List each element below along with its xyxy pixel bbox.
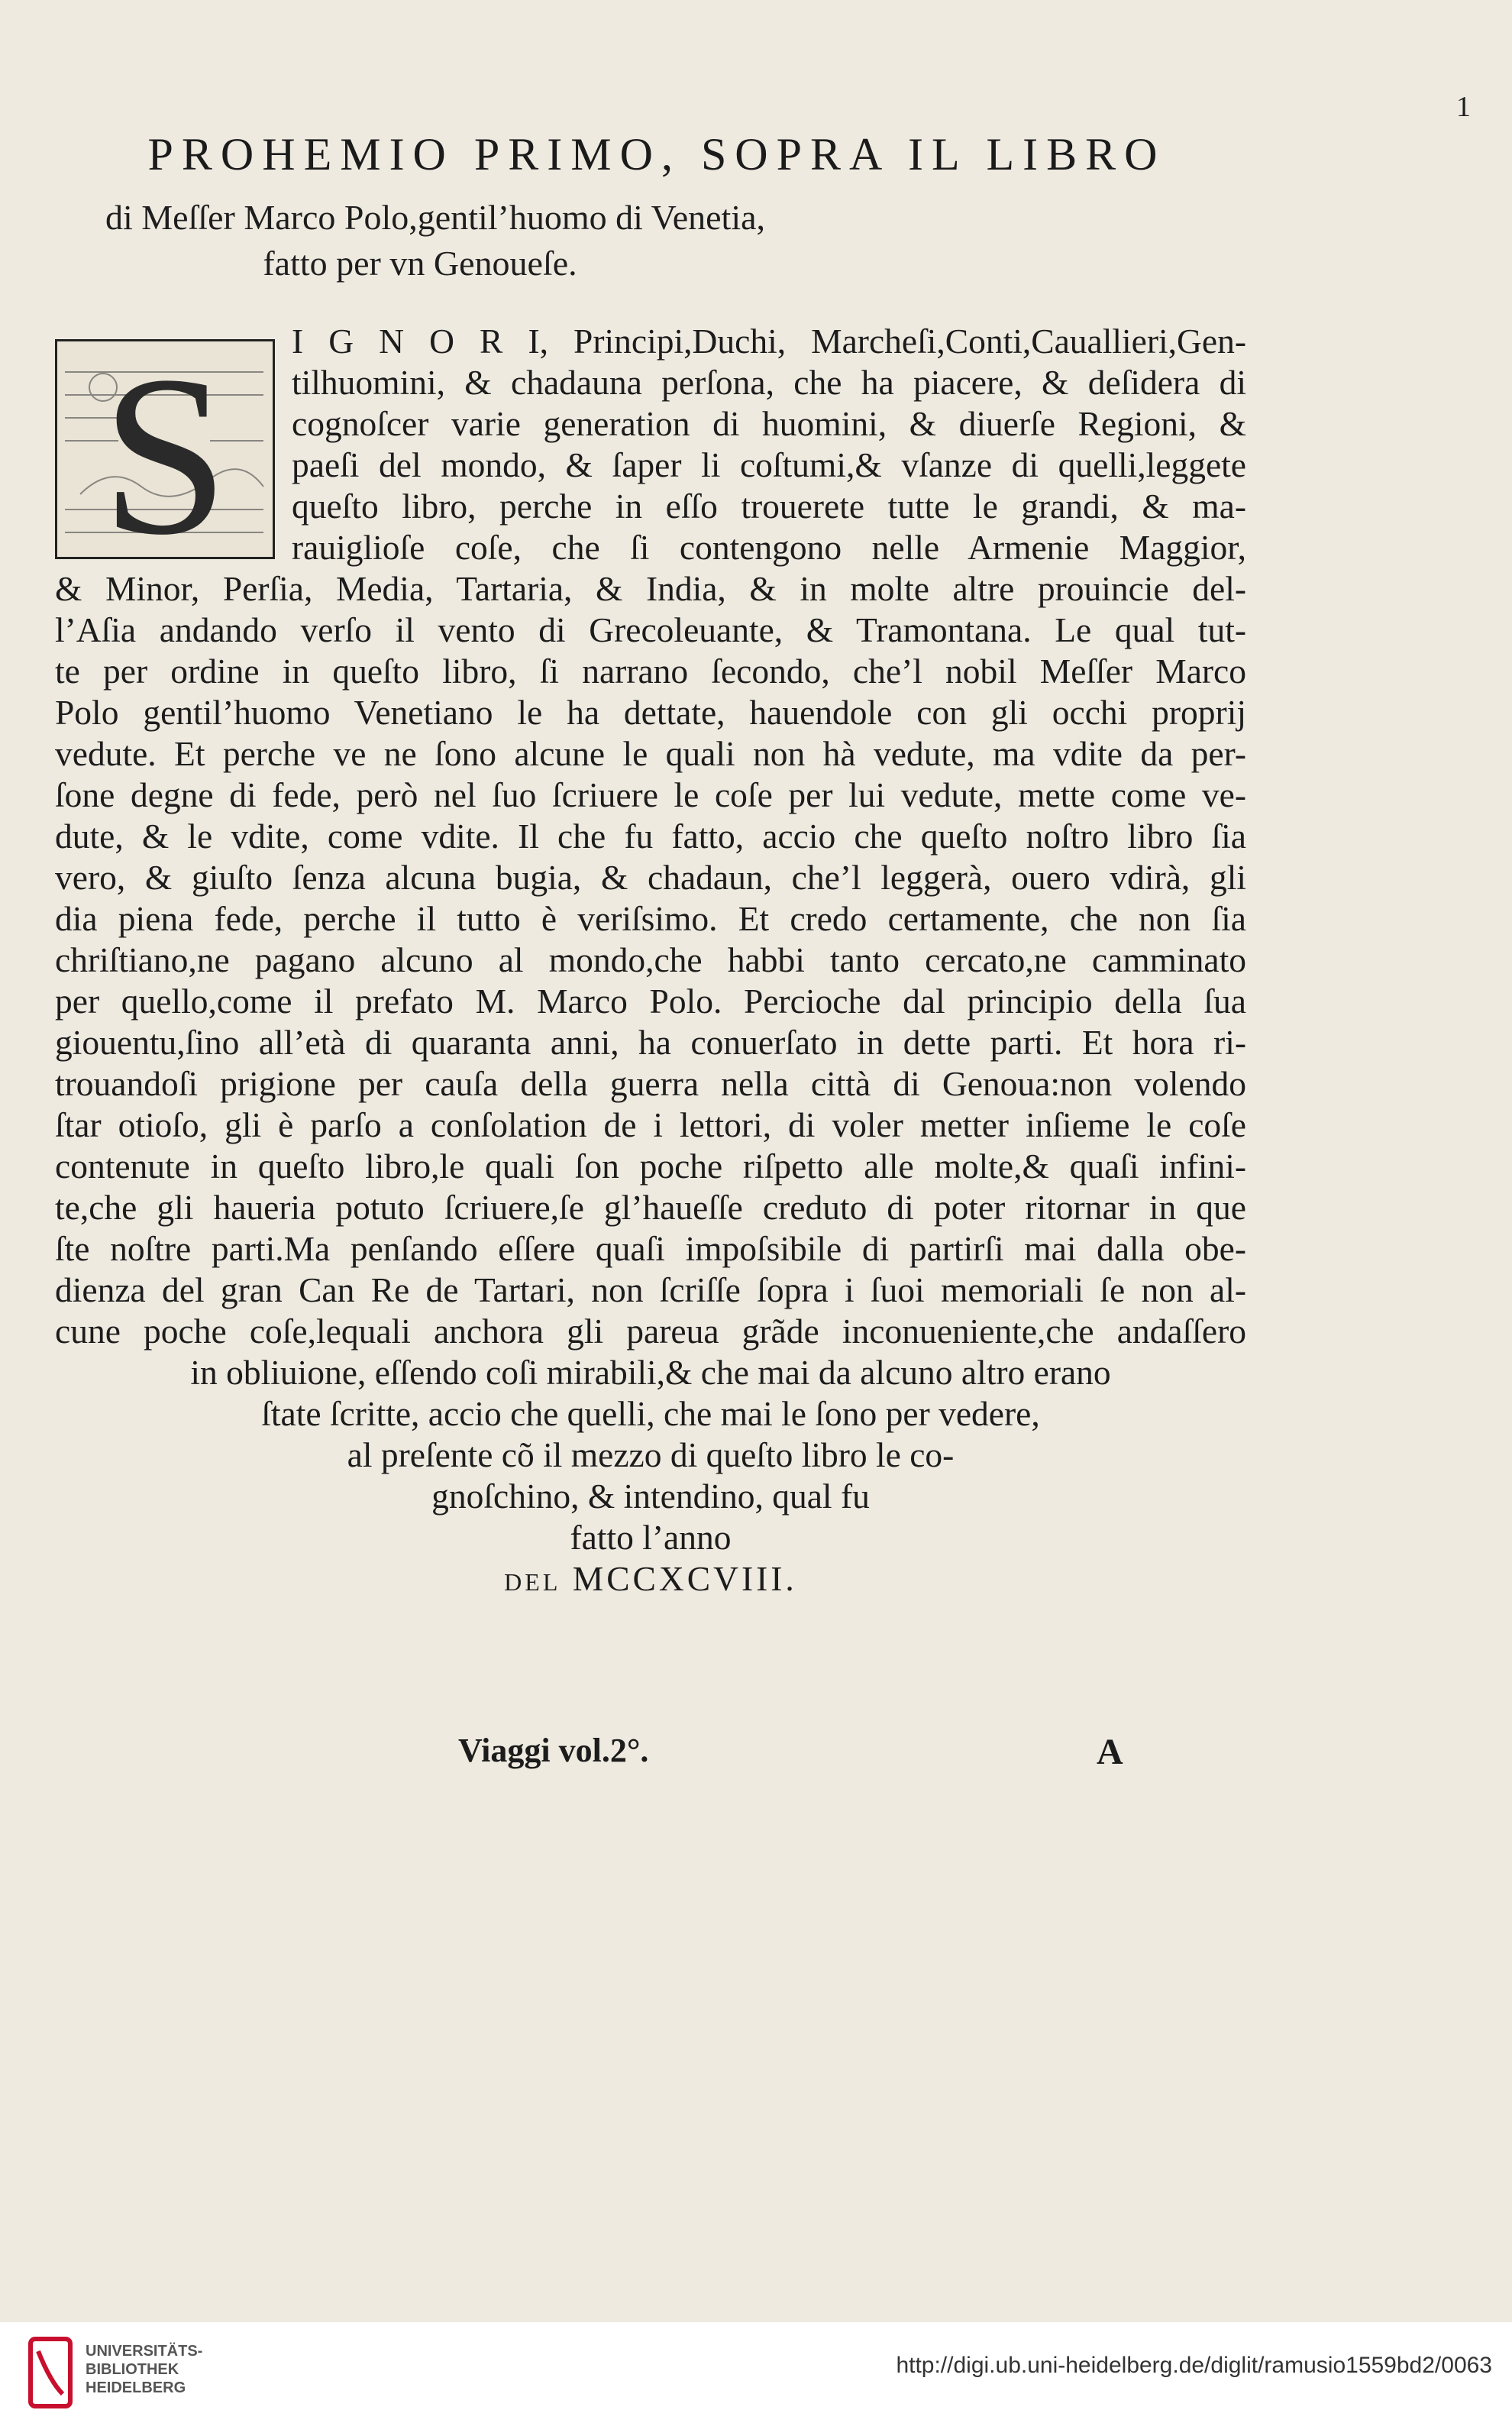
text-line: per quello,come il prefato M. Marco Polo. Percioche dal principio della ſua [55,982,1246,1021]
text-line: ſte noſtre parti.Ma penſando eſſere quaſi impoſsibile di partirſi mai dalla obe- [55,1229,1246,1268]
text-line: queſto libro, perche in eſſo trouerete tutte le grandi, & ma- [292,487,1246,526]
text-line: vero, & giuſto ſenza alcuna bugia, & chadaun, che’l leggerà, ouero vdirà, gli [55,858,1246,897]
text-line: l’Aſia andando verſo il vento di Grecoleuante, & Tramontana. Le qual tut- [55,610,1246,649]
text-line: in obliuione, eſſendo coſi mirabili,& che mai da alcuno altro erano [190,1353,1111,1392]
tapered-ending [55,1352,1246,1600]
text-line: I G N O R I, Principi,Duchi, Marcheſi,Conti,Cauallieri,Gen- [292,322,1246,361]
signature-mark: Viaggi vol.2°. [458,1732,649,1769]
text-line: dia piena fede, perche il tutto è veriſsimo. Et credo certamente, che non ſia [55,899,1246,938]
text-line: te per ordine in queſto libro, ſi narrano ſecondo, che’l nobil Meſſer Marco [55,652,1246,691]
library-logo-icon [27,2336,73,2409]
text-line: vedute. Et perche ve ne ſono alcune le quali non hà vedute, ma vdite da per- [55,734,1246,773]
text-line: cognoſcer varie generation di huomini, & diuerſe Regioni, & [292,404,1246,443]
text-line: ſtar otioſo, gli è parſo a conſolation de i lettori, di voler metter inſieme le coſe [55,1105,1246,1144]
text-line: ſone degne di fede, però nel ſuo ſcriuere le coſe per lui vedute, mette come ve- [55,775,1246,814]
text-line: Polo gentil’huomo Venetiano le ha dettate, hauendole con gli occhi proprij [55,693,1246,732]
date-line: del MCCXCVIII. [504,1559,797,1598]
text-line: paeſi del mondo, & ſaper li coſtumi,& vſanze di quelli,leggete [292,445,1246,484]
library-name [86,2342,202,2397]
text-line: tilhuomini, & chadauna perſona, che ha piacere, & deſidera di [292,363,1246,402]
source-url-link[interactable]: http://digi.ub.uni-heidelberg.de/diglit/ramusio1559bd2/0063 [896,2353,1492,2378]
page-number: 1 [1456,91,1471,123]
text-line: chriſtiano,ne pagano alcuno al mondo,che habbi tanto cercato,ne camminato [55,940,1246,979]
library-name-line: HEIDELBERG [86,2379,186,2396]
text-line: ſtate ſcritte, accio che quelli, che mai le ſono per vedere, [261,1394,1040,1433]
text-line: dute, & le vdite, come vdite. Il che fu fatto, accio che queſto noſtro libro ſia [55,817,1246,856]
page-title: PROHEMIO PRIMO, SOPRA IL LIBRO [147,129,1166,180]
text-line: gnoſchino, & intendino, qual fu [431,1477,870,1516]
text-line: dienza del gran Can Re de Tartari, non ſcriſſe ſopra i ſuoi memoriali ſe non al- [55,1270,1246,1309]
text-line: fatto l’anno [570,1518,732,1557]
text-line: te,che gli haueria potuto ſcriuere,ſe gl’haueſſe creduto di poter ritornar in que [55,1188,1246,1227]
opening-paragraph [55,321,1246,568]
text-line: rauiglioſe coſe, che ſi contengono nelle Armenie Maggior, [292,528,1246,567]
text-line: & Minor, Perſia, Media, Tartaria, & India, & in molte altre prouincie del- [55,569,1246,608]
text-line: trouandoſi prigione per cauſa della guerra nella città di Genoua:non volendo [55,1064,1246,1103]
subtitle-line-1: di Meſſer Marco Polo,gentil’huomo di Venetia, [105,198,766,237]
text-line: giouentu,ſino all’età di quaranta anni, ha conuerſato in dette parti. Et hora ri- [55,1023,1246,1062]
text-line: contenute in queſto libro,le quali ſon poche riſpetto alle molte,& quaſi infini- [55,1147,1246,1186]
main-paragraph [55,568,1246,1352]
text-line: cune poche coſe,lequali anchora gli pareua grãde inconueniente,che andaſſero [55,1312,1246,1351]
text-line: al preſente cõ il mezzo di queſto libro le co- [347,1435,955,1474]
library-name-line: BIBLIOTHEK [86,2361,179,2378]
initial-letter-glyph: S [101,341,229,557]
gathering-letter: A [1097,1732,1123,1772]
subtitle-line-2: fatto per vn Genoueſe. [263,244,577,283]
library-name-line: UNIVERSITÄTS- [86,2343,203,2360]
